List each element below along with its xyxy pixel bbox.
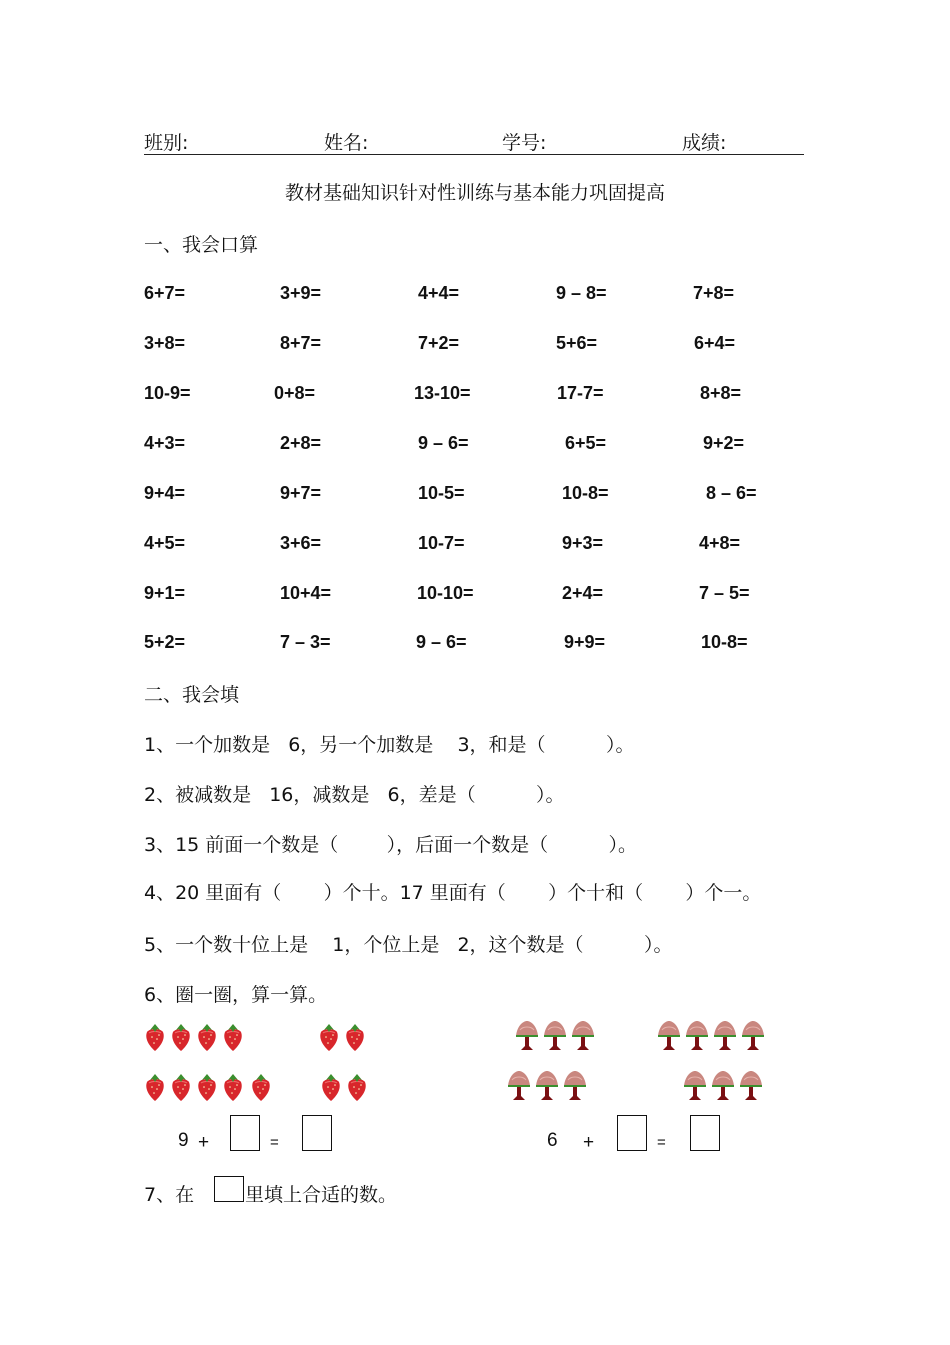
calc-item: 8 – 6= <box>706 483 757 503</box>
calc-item: 7+8= <box>693 283 735 303</box>
mushroom-icon <box>684 1020 710 1052</box>
mushroom-icon <box>682 1070 708 1102</box>
right-answer-box-2[interactable] <box>690 1115 720 1151</box>
calc-item: 10-7= <box>418 533 465 553</box>
left-eq-first: 9 <box>178 1130 189 1151</box>
mushroom-icon <box>740 1020 766 1052</box>
score-label: 成绩: <box>682 132 727 154</box>
calc-item: 10-8= <box>701 632 748 652</box>
calc-item: 4+8= <box>699 533 741 553</box>
left-eq-plus: + <box>198 1132 210 1153</box>
student-info-line <box>144 128 804 155</box>
question-1: 1、一个加数是 6，另一个加数是 3，和是（ ）。 <box>144 734 635 756</box>
section-heading-fill-in: 二、我会填 <box>144 684 240 706</box>
strawberry-icon <box>320 1072 342 1102</box>
mushroom-icon <box>710 1070 736 1102</box>
worksheet-title: 教材基础知识针对性训练与基本能力巩固提高 <box>284 182 665 204</box>
question-2: 2、被减数是 16，减数是 6，差是（ ）。 <box>144 784 565 806</box>
strawberry-icon <box>222 1022 244 1052</box>
calc-item: 10-10= <box>417 583 474 603</box>
calc-item: 9+3= <box>562 533 604 553</box>
strawberry-icon <box>144 1022 166 1052</box>
calc-item: 9 – 6= <box>418 433 469 453</box>
calc-item: 9+9= <box>564 632 606 652</box>
mushroom-icon <box>514 1020 540 1052</box>
mushroom-icon <box>712 1020 738 1052</box>
calc-item: 2+4= <box>562 583 604 603</box>
left-eq-equals: = <box>270 1134 279 1151</box>
left-answer-box-2[interactable] <box>302 1115 332 1151</box>
mushroom-icon <box>656 1020 682 1052</box>
strawberry-icon <box>346 1072 368 1102</box>
calc-item: 9+4= <box>144 483 186 503</box>
question-6: 6、圈一圈，算一算。 <box>144 984 328 1006</box>
calc-item: 17-7= <box>557 383 604 403</box>
mushroom-icon <box>534 1070 560 1102</box>
right-eq-plus: + <box>583 1132 595 1153</box>
strawberry-icon <box>344 1022 366 1052</box>
mushroom-icon <box>542 1020 568 1052</box>
name-label: 姓名: <box>324 132 369 154</box>
calc-item: 10-8= <box>562 483 609 503</box>
calc-item: 7+2= <box>418 333 460 353</box>
strawberry-icon <box>250 1072 272 1102</box>
calc-item: 3+8= <box>144 333 186 353</box>
mushroom-icon <box>738 1070 764 1102</box>
calc-item: 6+5= <box>565 433 607 453</box>
calc-item: 4+3= <box>144 433 186 453</box>
calc-item: 8+7= <box>280 333 322 353</box>
question-5: 5、一个数十位上是 1，个位上是 2，这个数是（ ）。 <box>144 934 673 956</box>
calc-item: 4+4= <box>418 283 460 303</box>
calc-item: 5+2= <box>144 632 186 652</box>
calc-item: 7 – 3= <box>280 632 331 652</box>
question-3: 3、15 前面一个数是（ ），后面一个数是（ ）。 <box>144 834 638 856</box>
question-7-suffix: 里填上合适的数。 <box>245 1184 398 1206</box>
calc-item: 13-10= <box>414 383 471 403</box>
mushroom-icon <box>506 1070 532 1102</box>
right-eq-equals: = <box>657 1134 666 1151</box>
left-answer-box-1[interactable] <box>230 1115 260 1151</box>
question-7-prefix: 7、在 <box>144 1184 195 1206</box>
calc-item: 9+1= <box>144 583 186 603</box>
calc-item: 7 – 5= <box>699 583 750 603</box>
q7-example-box <box>214 1176 244 1202</box>
class-label: 班别: <box>144 132 189 154</box>
calc-item: 9 – 8= <box>556 283 607 303</box>
calc-item: 5+6= <box>556 333 598 353</box>
calc-item: 2+8= <box>280 433 322 453</box>
mushroom-icon <box>570 1020 596 1052</box>
section-heading-mental-math: 一、我会口算 <box>144 234 259 256</box>
calc-item: 10+4= <box>280 583 332 603</box>
strawberry-icon <box>318 1022 340 1052</box>
calc-item: 10-9= <box>144 383 191 403</box>
strawberry-icon <box>196 1072 218 1102</box>
calc-item: 10-5= <box>418 483 465 503</box>
strawberry-icon <box>196 1022 218 1052</box>
calc-item: 3+9= <box>280 283 322 303</box>
question-4: 4、20 里面有（ ）个十。17 里面有（ ）个十和（ ）个一。 <box>144 882 762 904</box>
calc-item: 9 – 6= <box>416 632 467 652</box>
calc-item: 0+8= <box>274 383 316 403</box>
calc-item: 9+7= <box>280 483 322 503</box>
calc-item: 4+5= <box>144 533 186 553</box>
calc-item: 3+6= <box>280 533 322 553</box>
strawberry-icon <box>144 1072 166 1102</box>
right-answer-box-1[interactable] <box>617 1115 647 1151</box>
calc-item: 6+4= <box>694 333 736 353</box>
student-id-label: 学号: <box>502 132 547 154</box>
calc-item: 8+8= <box>700 383 742 403</box>
calc-item: 6+7= <box>144 283 186 303</box>
strawberry-icon <box>170 1022 192 1052</box>
strawberry-icon <box>222 1072 244 1102</box>
strawberry-icon <box>170 1072 192 1102</box>
mushroom-icon <box>562 1070 588 1102</box>
right-eq-first: 6 <box>547 1130 558 1151</box>
calc-item: 9+2= <box>703 433 745 453</box>
